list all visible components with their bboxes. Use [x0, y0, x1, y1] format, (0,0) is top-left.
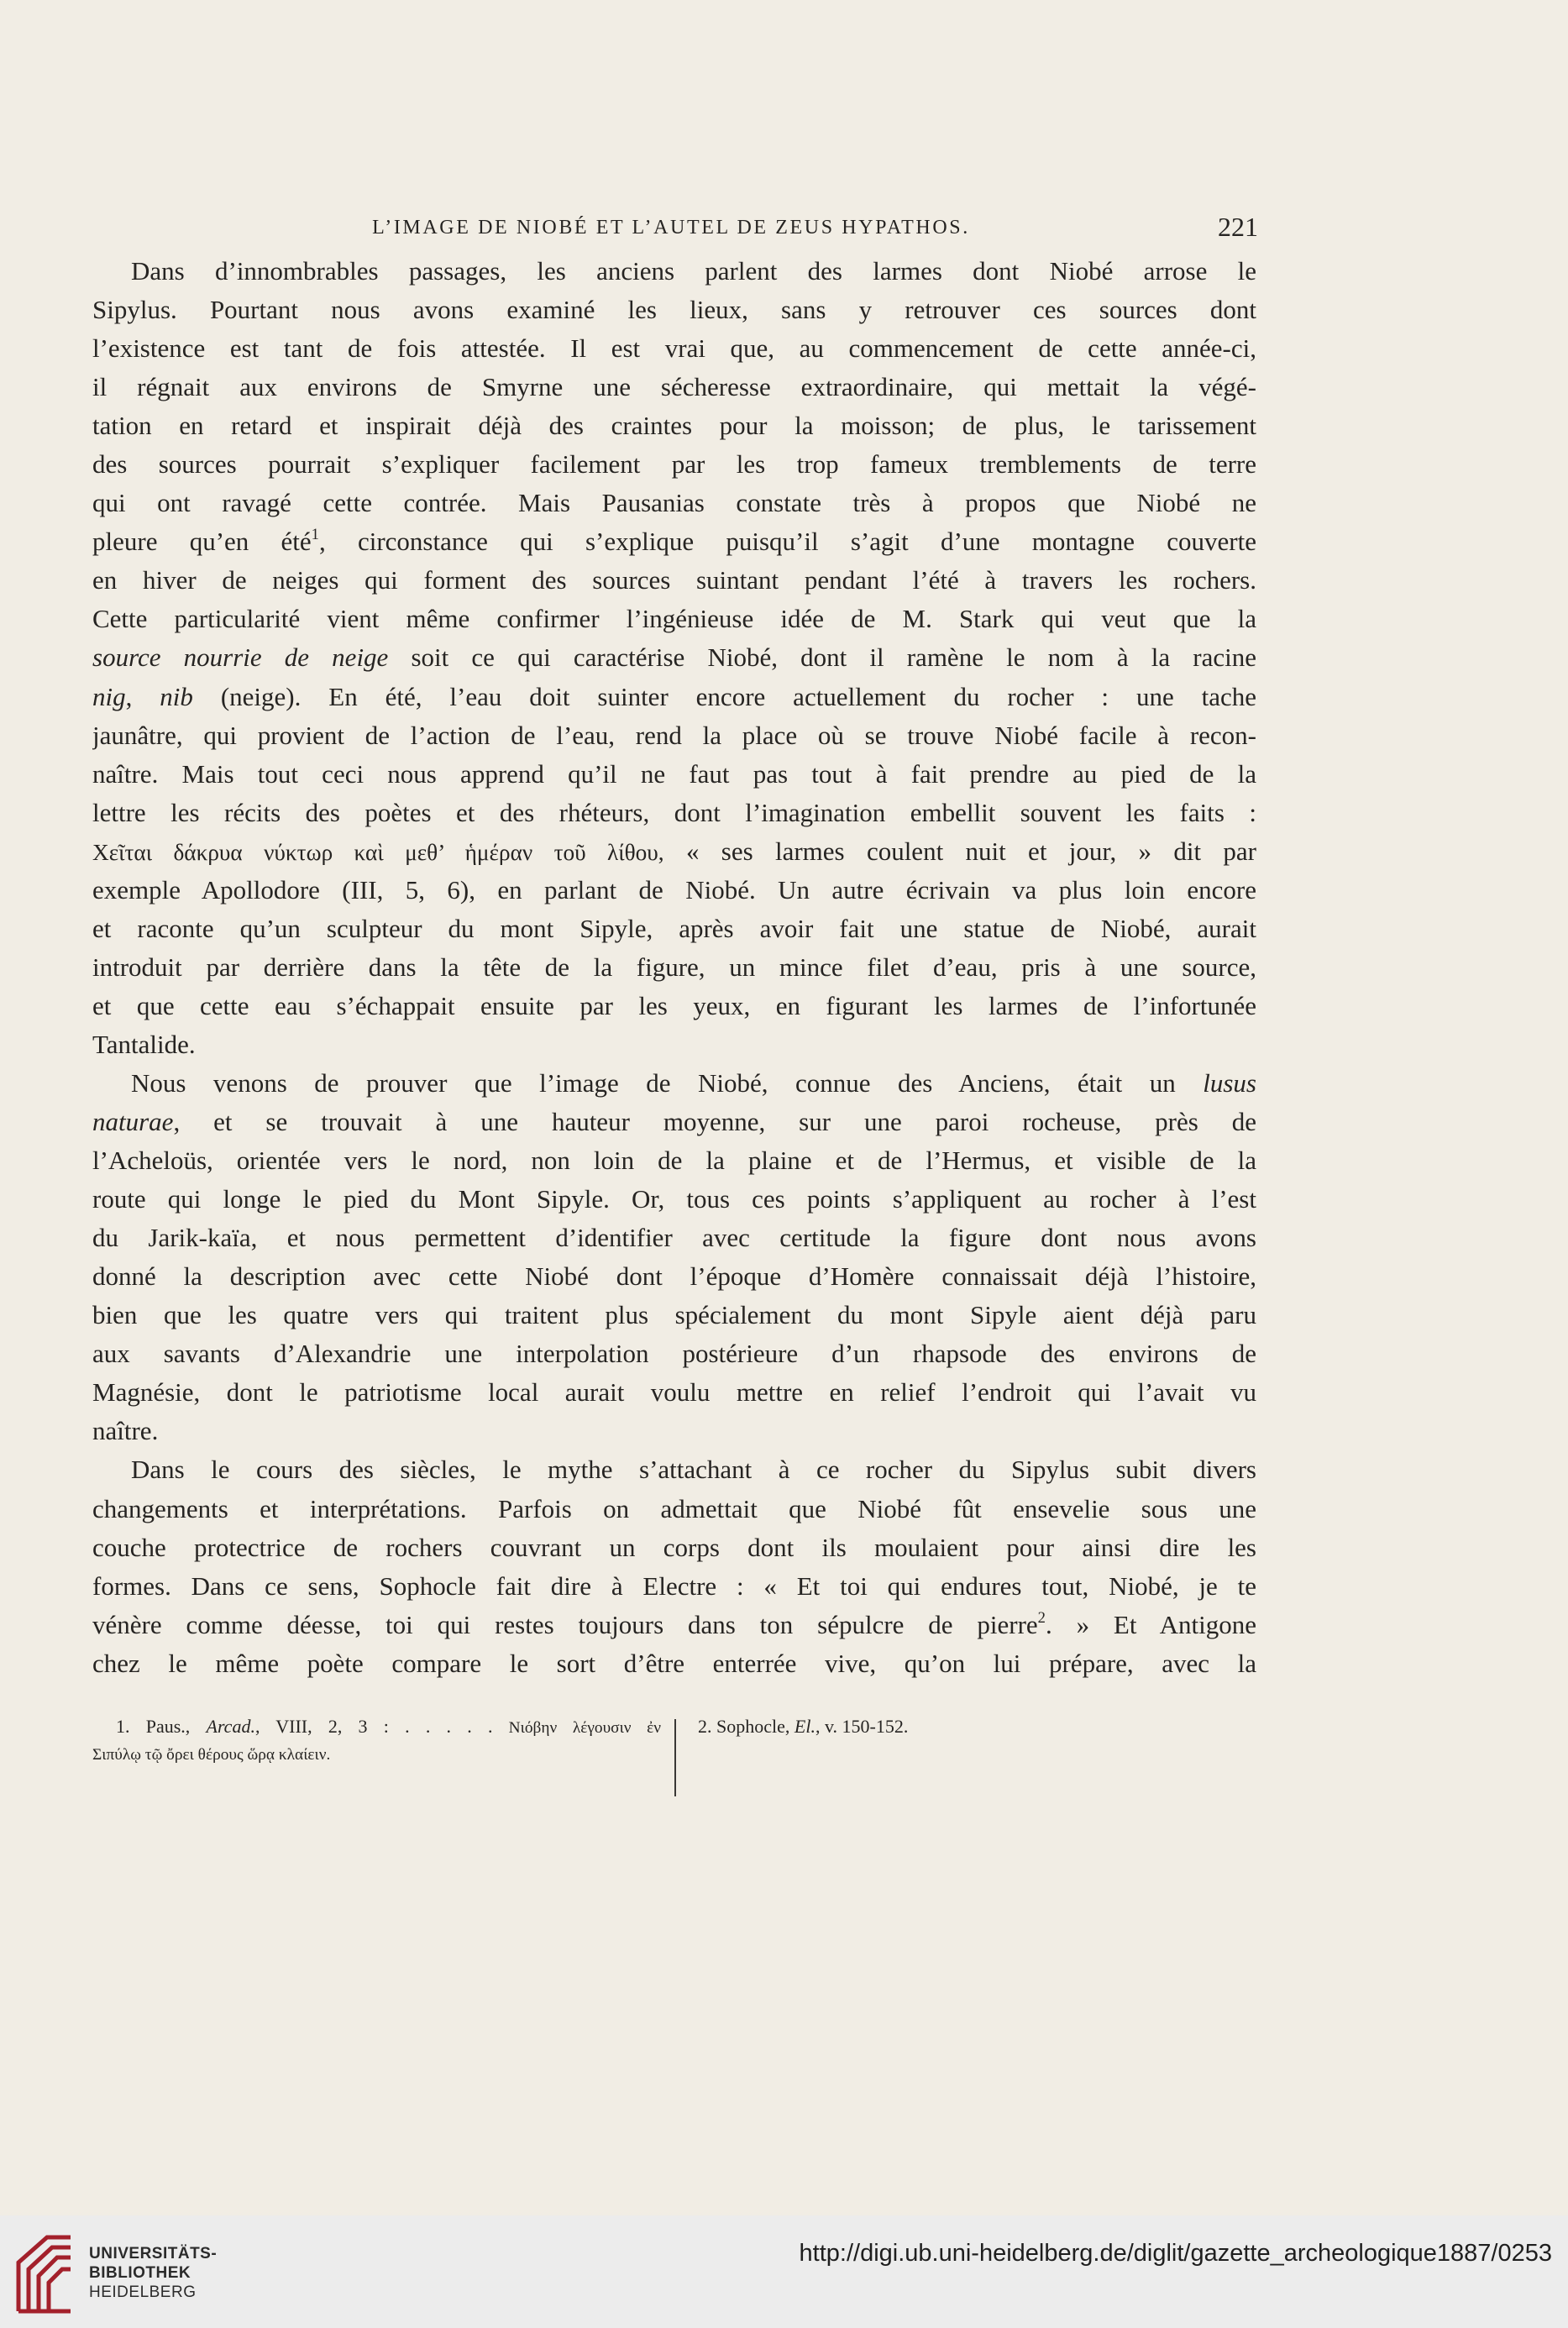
text-segment: l’existence est tant de fois attestée. Il est vrai que, au commencement de cette année-ci,	[92, 333, 1256, 364]
text-segment: « ses larmes coulent nuit et jour, » dit par	[663, 836, 1256, 866]
text-segment: 2. Sophocle,	[698, 1716, 794, 1737]
text-segment: tation en retard et inspirait déjà des craintes pour la moisson; de plus, le tarissement	[92, 411, 1256, 441]
text-line	[92, 1606, 1256, 1644]
text-segment: , VIII, 2, 3 : . . . . .	[254, 1716, 509, 1737]
text-segment: Nous venons de prouver que l’image de Niobé, connue des Anciens, était un	[131, 1067, 1204, 1098]
text-segment: donné la description avec cette Niobé dont l’époque d’Homère connaissait déjà l’histoire,	[92, 1261, 1256, 1292]
text-segment: Magnésie, dont le patriotisme local aurait voulu mettre en relief l’endroit qui l’avait vu	[92, 1377, 1256, 1408]
text-line	[698, 1713, 1202, 1740]
text-segment: qui ont ravagé cette contrée. Mais Pausanias constate très à propos que Niobé ne	[92, 488, 1256, 518]
footnote-marker: 1	[311, 526, 319, 544]
text-segment: vénère comme déesse, toi qui restes toujours dans ton sépulcre de pierre	[92, 1609, 1038, 1639]
text-segment: bien que les quatre vers qui traitent plus spécialement du mont Sipyle aient déjà paru	[92, 1300, 1256, 1330]
library-name-line: HEIDELBERG	[89, 2283, 197, 2301]
text-line	[92, 600, 1256, 638]
paragraph	[92, 1450, 1256, 1682]
paragraph	[92, 1064, 1256, 1450]
greek-text: Σιπύλῳ τῷ ὄρει θέρους ὥρᾳ κλαίειν.	[92, 1746, 331, 1764]
text-line	[92, 1180, 1256, 1219]
text-line	[92, 638, 1256, 677]
text-line	[92, 1450, 1256, 1489]
text-segment: en hiver de neiges qui forment des sources suintant pendant l’été à travers les rochers.	[92, 565, 1256, 595]
text-segment: 1. Paus.,	[116, 1716, 207, 1737]
text-segment: il régnait aux environs de Smyrne une sécheresse extraordinaire, qui mettait la végé-	[92, 372, 1256, 402]
library-name-line: UNIVERSITÄTS-	[89, 2245, 218, 2262]
text-segment: chez le même poète compare le sort d’être enterrée vive, qu’on lui prépare, avec la	[92, 1648, 1256, 1678]
text-segment: Tantalide.	[92, 1029, 196, 1059]
text-line	[92, 1257, 1256, 1296]
paragraph	[92, 252, 1256, 1064]
text-segment: introduit par derrière dans la tête de la figure, un mince filet d’eau, pris à une source,	[92, 952, 1256, 982]
text-line	[92, 1219, 1256, 1257]
text-line	[92, 1740, 661, 1767]
text-line	[92, 1141, 1256, 1180]
library-logo-icon[interactable]	[13, 2229, 76, 2316]
footnote-left	[92, 1713, 661, 1767]
text-line	[92, 1373, 1256, 1412]
text-line	[92, 406, 1256, 445]
text-line	[92, 871, 1256, 910]
text-segment: soit ce qui caractérise Niobé, dont il ramène le nom à la racine	[388, 642, 1256, 673]
footnote-marker: 2	[1037, 1608, 1046, 1627]
text-line	[92, 1644, 1256, 1683]
text-line	[92, 948, 1256, 987]
text-segment: . » Et Antigone	[1045, 1609, 1256, 1639]
text-segment: l’Acheloüs, orientée vers le nord, non loin de la plaine et de l’Hermus, et visible de la	[92, 1146, 1256, 1176]
text-line	[92, 716, 1256, 755]
text-line	[92, 1025, 1256, 1064]
library-footer	[0, 2215, 1568, 2328]
italic-text: source nourrie de neige	[92, 642, 389, 673]
text-segment: ,	[125, 681, 160, 711]
text-segment: jaunâtre, qui provient de l’action de l’eau, rend la place où se trouve Niobé facile à recon-	[92, 720, 1256, 750]
text-segment: , v. 150-152.	[815, 1716, 909, 1737]
text-line	[92, 1713, 661, 1740]
text-line	[92, 1334, 1256, 1373]
text-line	[92, 445, 1256, 484]
italic-text: naturae	[92, 1107, 174, 1137]
text-segment: changements et interprétations. Parfois on admettait que Niobé fût ensevelie sous une	[92, 1493, 1256, 1523]
text-line	[92, 484, 1256, 522]
footnote-right	[698, 1713, 1202, 1740]
greek-text: Χεῖται δάκρυα νύκτωρ καὶ μεθ’ ἡμέραν τοῦ λίθου,	[92, 839, 664, 865]
italic-text: Arcad.	[206, 1716, 255, 1737]
text-line	[92, 987, 1256, 1025]
text-line	[92, 368, 1256, 406]
italic-text: El.	[794, 1716, 815, 1737]
greek-text: Νιόβην λέγουσιν ἐν	[508, 1719, 661, 1737]
italic-text: nib	[160, 681, 193, 711]
text-segment: , et se trouvait à une hauteur moyenne, sur une paroi rocheuse, près de	[173, 1107, 1256, 1137]
text-line	[92, 1103, 1256, 1141]
text-line	[92, 329, 1256, 368]
text-line	[92, 1528, 1256, 1567]
running-head-title: L’IMAGE DE NIOBÉ ET L’AUTEL DE ZEUS HYPATHOS.	[372, 217, 970, 239]
text-line	[92, 678, 1256, 716]
text-segment: couche protectrice de rochers couvrant un corps dont ils moulaient pour ainsi dire les	[92, 1532, 1256, 1562]
page-number: 221	[1218, 212, 1258, 242]
text-segment: Dans d’innombrables passages, les anciens parlent des larmes dont Niobé arrose le	[131, 256, 1256, 286]
text-segment: (neige). En été, l’eau doit suinter encore actuellement du rocher : une tache	[192, 681, 1256, 711]
text-segment: Sipylus. Pourtant nous avons examiné les lieux, sans y retrouver ces sources dont	[92, 295, 1256, 325]
text-line	[92, 794, 1256, 832]
text-segment: des sources pourrait s’expliquer facilement par les trop fameux tremblements de terre	[92, 449, 1256, 480]
footnote-divider	[674, 1719, 676, 1796]
text-segment: route qui longe le pied du Mont Sipyle. Or, tous ces points s’appliquent au rocher à l’est	[92, 1184, 1256, 1214]
text-line	[92, 522, 1256, 561]
text-line	[92, 1490, 1256, 1528]
text-line	[92, 832, 1256, 871]
text-segment: pleure qu’en été	[92, 527, 312, 557]
text-line	[92, 291, 1256, 329]
text-line	[92, 252, 1256, 291]
body-text	[92, 252, 1256, 1683]
italic-text: lusus	[1203, 1067, 1256, 1098]
text-segment: lettre les récits des poètes et des rhéteurs, dont l’imagination embellit souvent les faits :	[92, 797, 1256, 827]
text-segment: Dans le cours des siècles, le mythe s’attachant à ce rocher du Sipylus subit divers	[131, 1455, 1256, 1485]
text-segment: formes. Dans ce sens, Sophocle fait dire à Electre : « Et toi qui endures tout, Niobé, je te	[92, 1570, 1256, 1601]
text-segment: , circonstance qui s’explique puisqu’il s’agit d’une montagne couverte	[318, 527, 1256, 557]
library-name-line: BIBLIOTHEK	[89, 2264, 191, 2282]
source-url-link[interactable]: http://digi.ub.uni-heidelberg.de/diglit/gazette_archeologique1887/0253	[799, 2240, 1552, 2267]
text-segment: et que cette eau s’échappait ensuite par les yeux, en figurant les larmes de l’infortunée	[92, 990, 1256, 1020]
text-segment: naître. Mais tout ceci nous apprend qu’il ne faut pas tout à fait prendre au pied de la	[92, 758, 1256, 789]
text-segment: naître.	[92, 1416, 159, 1446]
text-line	[92, 755, 1256, 794]
text-segment: aux savants d’Alexandrie une interpolation postérieure d’un rhapsode des environs de	[92, 1339, 1256, 1369]
library-name[interactable]	[89, 2244, 366, 2302]
text-line	[92, 910, 1256, 948]
text-segment: Cette particularité vient même confirmer l’ingénieuse idée de M. Stark qui veut que la	[92, 604, 1256, 634]
text-line	[92, 1567, 1256, 1606]
text-line	[92, 1296, 1256, 1334]
text-segment: et raconte qu’un sculpteur du mont Sipyle, après avoir fait une statue de Niobé, aurait	[92, 913, 1256, 943]
text-segment: du Jarik-kaïa, et nous permettent d’identifier avec certitude la figure dont nous avons	[92, 1223, 1256, 1253]
text-line	[92, 1064, 1256, 1103]
text-line	[92, 1412, 1256, 1450]
text-line	[92, 561, 1256, 600]
italic-text: nig	[92, 681, 126, 711]
text-segment: exemple Apollodore (III, 5, 6), en parlant de Niobé. Un autre écrivain va plus loin encore	[92, 874, 1256, 904]
